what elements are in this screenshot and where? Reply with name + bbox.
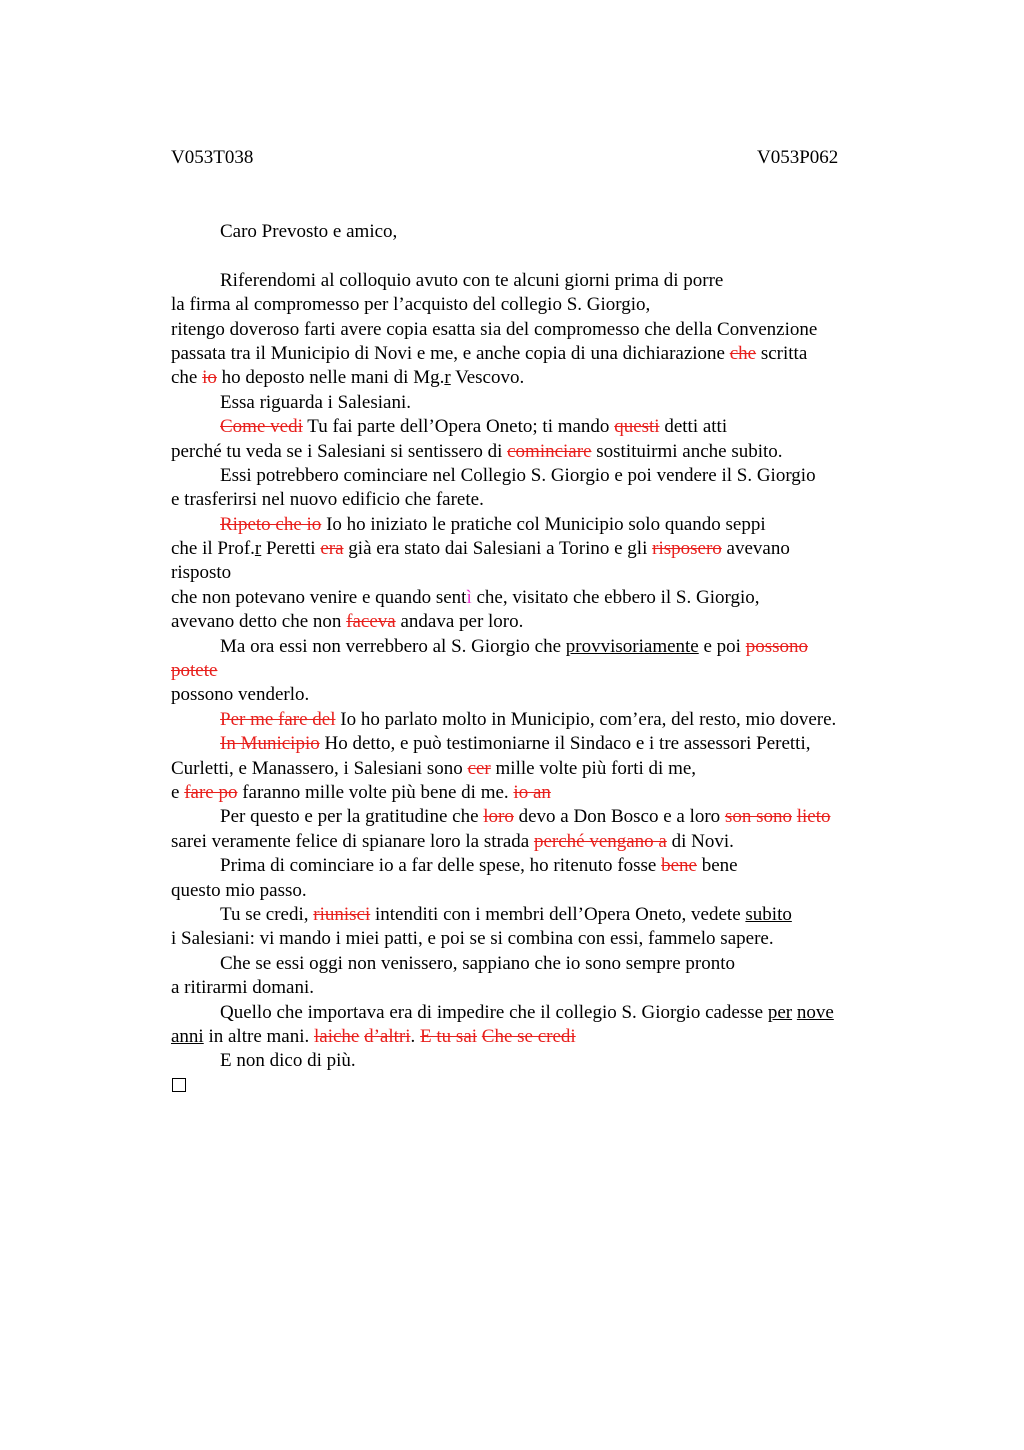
text-run: Io ho parlato molto in Municipio, com’era, del resto, mio dovere. [335, 708, 837, 730]
text-line [171, 366, 891, 390]
text-run: sostituirmi anche subito. [591, 440, 783, 462]
text-line [171, 781, 891, 805]
document-code-left: V053T038 [171, 147, 254, 168]
text-run: andava per loro. [395, 611, 524, 633]
text-line [171, 976, 891, 1000]
deleted-text: Per me fare del [220, 708, 336, 730]
text-run: Riferendomi al colloquio avuto con te alcuni giorni prima di porre [220, 269, 724, 291]
deleted-text: questi [614, 416, 660, 438]
text-line [171, 342, 891, 366]
text-run: in altre mani. [203, 1025, 314, 1047]
deleted-text: d’altri [364, 1025, 411, 1047]
underlined-text: anni [171, 1025, 204, 1047]
deleted-text: risposero [652, 538, 722, 560]
underlined-text: provvisoriamente [565, 635, 699, 657]
text-run: Ho detto, e può testimoniarne il Sindaco e i tre assessori Peretti, [319, 733, 811, 755]
deleted-text: potete [171, 660, 218, 682]
text-run: scritta [756, 342, 808, 364]
text-run: perché tu veda se i Salesiani si sentissero di [171, 440, 508, 462]
text-run: Per questo e per la gratitudine che [220, 806, 484, 828]
text-line [171, 440, 891, 464]
text-run: Quello che importava era di impedire che il collegio S. Giorgio cadesse [220, 1001, 768, 1023]
text-run: bene [696, 855, 738, 877]
text-run: Prima di cominciare io a far delle spese, ho ritenuto fosse [220, 855, 662, 877]
deleted-text: Ripeto che io [220, 513, 322, 535]
deleted-text: loro [483, 806, 514, 828]
text-line [171, 220, 891, 244]
deleted-text: Che se credi [481, 1025, 576, 1047]
underlined-text: nove [796, 1001, 834, 1023]
text-line [171, 537, 891, 561]
text-line [171, 659, 891, 683]
text-run: che il Prof. [171, 538, 255, 560]
text-line [171, 464, 891, 488]
text-run: Io ho iniziato le pratiche col Municipio solo quando seppi [321, 513, 766, 535]
document-code-right: V053P062 [757, 147, 839, 168]
text-line [171, 952, 891, 976]
text-run: risposto [171, 562, 232, 584]
text-line [171, 391, 891, 415]
underlined-text: r [254, 538, 262, 560]
text-run: già era stato dai Salesiani a Torino e gli [343, 538, 653, 560]
text-line [171, 513, 891, 537]
text-run: intenditi con i membri dell’Opera Oneto, vedete [370, 903, 746, 925]
deleted-text: faceva [346, 611, 396, 633]
deleted-text: cer [467, 757, 491, 779]
text-run: e trasferirsi nel nuovo edificio che farete. [171, 489, 484, 511]
text-line [171, 318, 891, 342]
text-run: sarei veramente felice di spianare loro la strada [171, 830, 534, 852]
text-run: e poi [698, 635, 746, 657]
text-run: Caro Prevosto e amico, [220, 221, 398, 242]
underlined-text: r [444, 367, 451, 389]
text-run: possono venderlo. [171, 684, 310, 706]
letter-body [171, 220, 891, 1098]
text-run: questo mio passo. [171, 879, 307, 901]
underlined-text: subito [745, 903, 792, 925]
text-line [171, 1001, 891, 1025]
text-run: Curletti, e Manassero, i Salesiani sono [171, 757, 468, 779]
deleted-text: io an [513, 781, 551, 803]
text-run: Tu se credi, [220, 903, 314, 925]
inserted-text: ì [466, 586, 472, 608]
text-line [171, 854, 891, 878]
text-run: Tu fai parte dell’Opera Oneto; ti mando [302, 416, 615, 438]
text-run: che, visitato che ebbero il S. Giorgio, [471, 586, 760, 608]
text-run: Che se essi oggi non venissero, sappiano che io sono sempre pronto [220, 952, 736, 974]
text-run: E non dico di più. [220, 1050, 356, 1072]
text-run: Ma ora essi non verrebbero al S. Giorgio che [220, 635, 566, 657]
deleted-text: In Municipio [220, 733, 320, 755]
deleted-text: fare po [184, 781, 238, 803]
text-run: Essi potrebbero cominciare nel Collegio S. Giorgio e poi vendere il S. Giorgio [220, 464, 816, 486]
deleted-text: Come vedi [220, 416, 303, 438]
text-run: . [410, 1025, 421, 1047]
text-line [171, 683, 891, 707]
text-line [171, 805, 891, 829]
text-line [171, 732, 891, 756]
text-line [171, 879, 891, 903]
text-run: Peretti [261, 538, 321, 560]
text-line [171, 635, 891, 659]
text-run: che [171, 367, 203, 389]
text-run: faranno mille volte più bene di me. [237, 781, 514, 803]
text-line [171, 927, 891, 951]
deleted-text: era [320, 538, 344, 560]
text-line [171, 269, 891, 293]
text-run: ritengo doveroso farti avere copia esatta sia del compromesso che della Convenzione [171, 318, 818, 340]
deleted-text: laiche [314, 1025, 360, 1047]
text-run: di Novi. [666, 830, 734, 852]
text-run: avevano [721, 538, 790, 560]
end-mark-line [171, 1074, 891, 1098]
text-run: e [171, 781, 185, 803]
text-run: detti atti [659, 416, 728, 438]
text-line [171, 488, 891, 512]
text-run: a ritirarmi domani. [171, 977, 314, 999]
deleted-text: perché vengano a [533, 830, 667, 852]
deleted-text: E tu sai [420, 1025, 478, 1047]
deleted-text: cominciare [507, 440, 592, 462]
deleted-text: riunisci [313, 903, 371, 925]
text-run: passata tra il Municipio di Novi e me, e anche copia di una dichiarazione [171, 342, 730, 364]
text-line [171, 610, 891, 634]
paragraph-gap [171, 244, 891, 268]
text-run: che non potevano venire e quando sent [171, 586, 467, 608]
text-line [171, 903, 891, 927]
text-line [171, 1049, 891, 1073]
deleted-text: io [202, 367, 217, 389]
text-line [171, 830, 891, 854]
underlined-text: per [767, 1001, 793, 1023]
deleted-text: son sono [724, 806, 792, 828]
text-run: Vescovo. [450, 367, 525, 389]
text-run: devo a Don Bosco e a loro [513, 806, 725, 828]
deleted-text: lieto [796, 806, 831, 828]
text-run: mille volte più forti di me, [490, 757, 697, 779]
deleted-text: che [729, 342, 757, 364]
text-line [171, 708, 891, 732]
text-line [171, 415, 891, 439]
text-line [171, 757, 891, 781]
text-run: avevano detto che non [171, 611, 347, 633]
text-line [171, 561, 891, 585]
text-run: Essa riguarda i Salesiani. [220, 391, 412, 413]
deleted-text: bene [661, 855, 697, 877]
end-of-text-box-icon [172, 1078, 186, 1092]
text-run: i Salesiani: vi mando i miei patti, e poi se si combina con essi, fammelo sapere. [171, 928, 774, 950]
text-line [171, 293, 891, 317]
text-run: la firma al compromesso per l’acquisto del collegio S. Giorgio, [171, 294, 651, 316]
text-line [171, 1025, 891, 1049]
deleted-text: possono [745, 635, 809, 657]
text-run: ho deposto nelle mani di Mg. [216, 367, 445, 389]
text-line [171, 586, 891, 610]
